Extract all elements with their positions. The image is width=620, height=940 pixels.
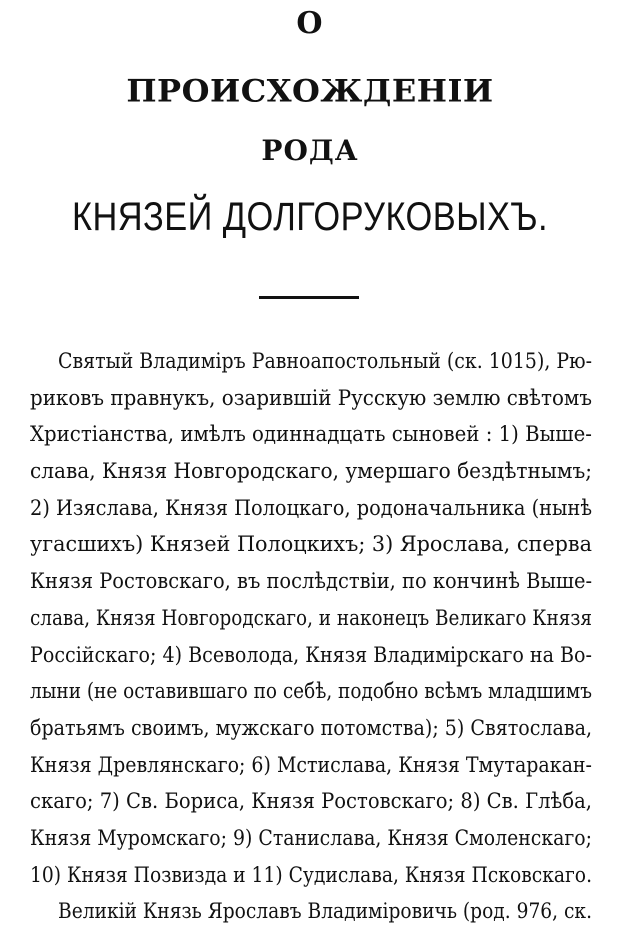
title-line-origin: ПРОИСХОЖДЕНІИ	[126, 72, 494, 110]
text-line-content: угасшихъ) Князей Полоцкихъ; 3) Ярослава, сперва	[30, 532, 593, 557]
text-line-content: Россійскаго; 4) Всеволода, Князя Владимірскаго на Во-	[30, 642, 592, 667]
title-line-family: РОДА	[261, 134, 359, 167]
text-line	[30, 380, 592, 417]
title-divider-rule	[259, 296, 359, 299]
text-line-content: слава, Князя Новгородскаго, умершаго бездѣтнымъ;	[30, 459, 593, 484]
text-line-content: 2) Изяслава, Князя Полоцкаго, родоначальника (нынѣ	[30, 495, 593, 520]
text-line	[30, 893, 592, 930]
title-line-o: О	[296, 6, 324, 41]
title-line-princes-text: КНЯЗЕЙ ДОЛГОРУКОВЫХЪ.	[71, 195, 549, 239]
text-line	[30, 747, 592, 784]
text-line	[30, 637, 592, 674]
title-line-princes	[43, 195, 576, 240]
text-line	[30, 416, 592, 453]
text-line	[30, 820, 592, 857]
text-line-content: Князя Ростовскаго, въ послѣдствіи, по кончинѣ Выше-	[30, 569, 593, 594]
text-line	[30, 710, 592, 747]
text-line-content: Великій Князь Ярославъ Владиміровичь (род. 976, ск.	[58, 899, 593, 924]
text-line-content: Князя Муромскаго; 9) Станислава, Князя Смоленскаго;	[30, 825, 593, 850]
text-line-content: братьямъ своимъ, мужскаго потомства); 5) Святослава,	[30, 715, 593, 740]
text-line-content: 10) Князя Позвизда и 11) Судислава, Князя Псковскаго.	[30, 862, 593, 887]
text-line	[30, 857, 592, 894]
text-line	[30, 453, 592, 490]
text-line-content: скаго; 7) Св. Бориса, Князя Ростовскаго; 8) Св. Глѣба,	[30, 789, 592, 814]
text-line-content: слава, Князя Новгородскаго, и наконецъ Великаго Князя	[30, 605, 592, 630]
text-line-content: Князя Древлянскаго; 6) Мстислава, Князя Тмутаракан-	[30, 752, 592, 777]
text-line-content: риковъ правнукъ, озарившій Русскую землю свѣтомъ	[30, 385, 592, 410]
text-line	[30, 526, 592, 563]
text-line-content: лыни (не оставившаго по себѣ, подобно всѣмъ младшимъ	[30, 679, 592, 704]
text-line	[30, 343, 592, 380]
text-line-content: Святый Владиміръ Равноапостольный (ск. 1015), Рю-	[58, 349, 592, 373]
text-line	[30, 783, 592, 820]
text-line-content: Христіанства, имѣлъ одиннадцать сыновей : 1) Выше-	[30, 422, 592, 447]
text-line	[30, 673, 592, 710]
text-line	[30, 490, 592, 527]
text-line	[30, 600, 592, 637]
text-line	[30, 563, 592, 600]
body-paragraph	[30, 343, 592, 930]
